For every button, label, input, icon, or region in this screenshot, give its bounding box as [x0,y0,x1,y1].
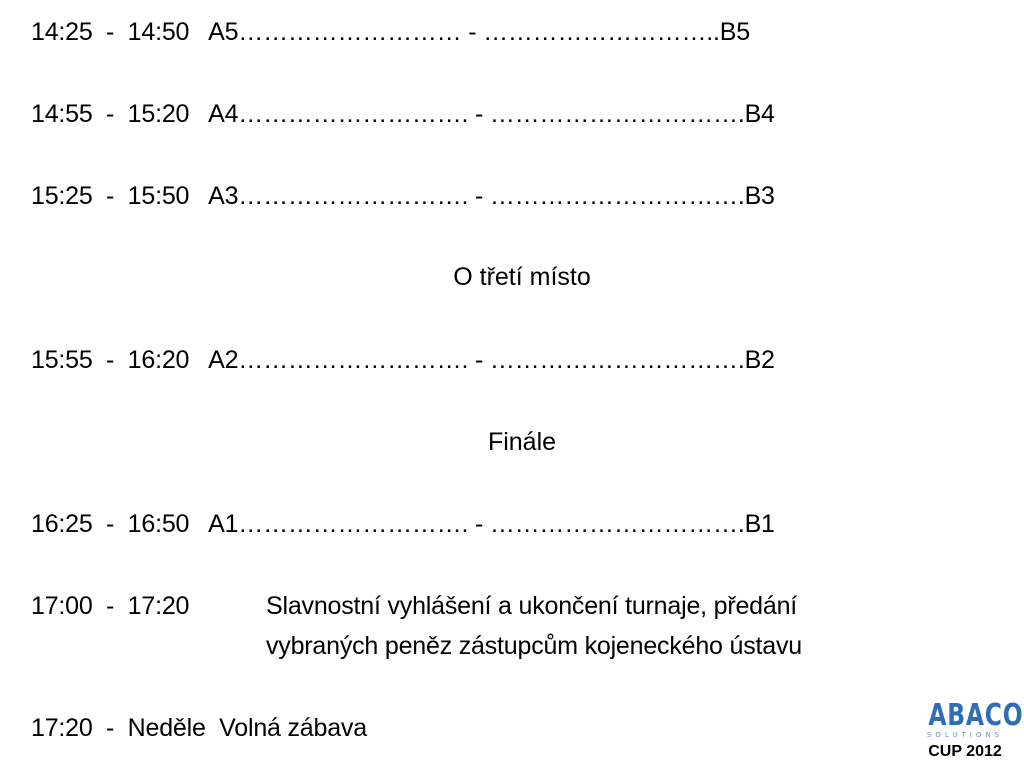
schedule-row-a3-b3: 15:25 - 15:50 A3………………………. - ………………………….B3 [31,182,775,210]
schedule-row-a1-b1: 16:25 - 16:50 A1………………………. - ………………………….B1 [31,510,775,538]
logo-cup-label: CUP 2012 [928,743,1002,760]
logo-word: ABACO [928,698,1024,733]
schedule-row-a5-b5: 14:25 - 14:50 A5……………………… - ………………………..B5 [31,18,750,46]
third-place-heading: O třetí místo [453,263,591,291]
ceremony-time: 17:00 - 17:20 [31,592,190,620]
ceremony-text-line-1: Slavnostní vyhlášení a ukončení turnaje, předání [266,592,798,620]
ceremony-text-line-2: vybraných peněz zástupcům kojeneckého ústavu [266,632,802,660]
schedule-row-a4-b4: 14:55 - 15:20 A4………………………. - ………………………….B4 [31,100,775,128]
abaco-cup-logo [912,698,1024,762]
free-time-row: 17:20 - Neděle Volná zábava [31,714,367,742]
logo-subtitle: SOLUTIONS [926,731,1004,739]
final-heading: Finále [487,428,557,456]
schedule-row-a2-b2: 15:55 - 16:20 A2………………………. - ………………………….B2 [31,346,775,374]
